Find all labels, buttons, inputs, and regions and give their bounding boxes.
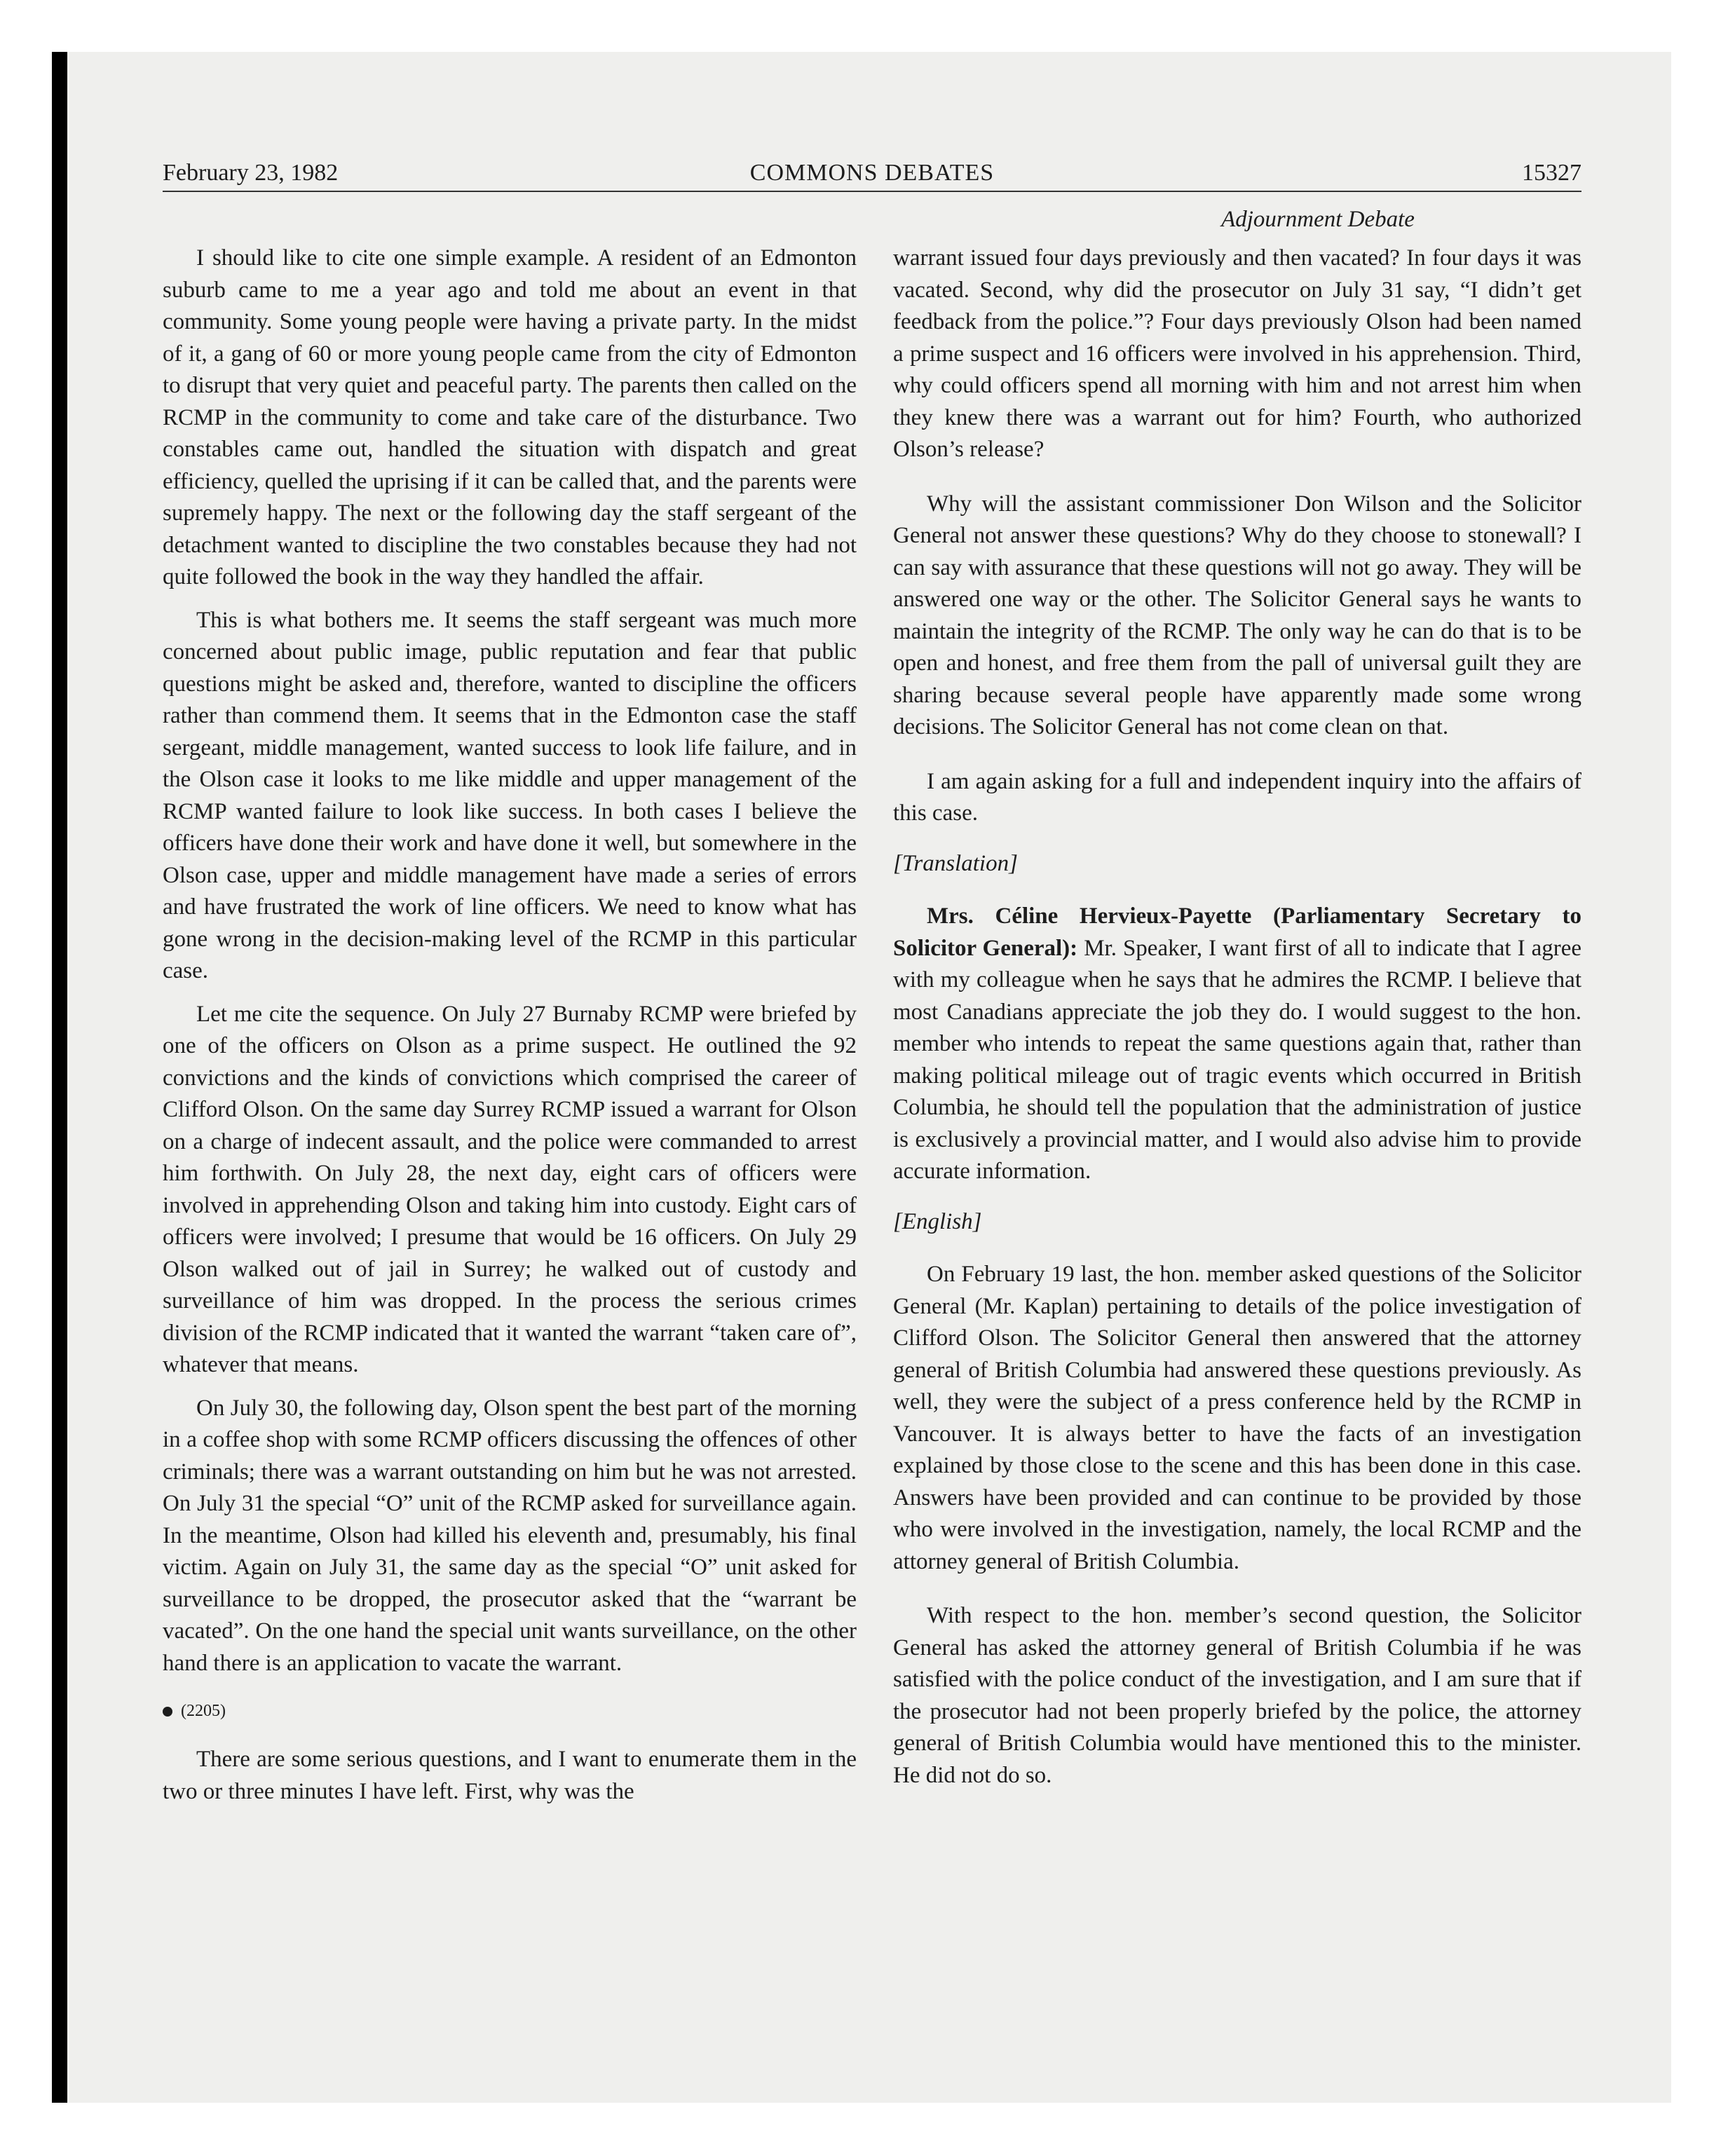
paragraph: On February 19 last, the hon. member asked questions of the Solicitor General (Mr. Kaplan) pertaining to details of the police investigation of Clifford Olson. The Solicitor General then answered that the attorney general of British Columbia had answered these questions previously. As well, they were the subject of a press conference held by the RCMP in Vancouver. It is always better to have the facts of an investigation explained by those close to the scene and this has been done in this case. Answers have been provided and can continue to be provided by those who were involved in the investigation, namely, the local RCMP and the attorney general of British Columbia.	[893, 1262, 1581, 1574]
section-title: Adjournment Debate	[1221, 207, 1415, 232]
scan-edge-shadow	[52, 52, 67, 2103]
time-marker	[163, 1699, 857, 1723]
paragraph: There are some serious questions, and I want to enumerate them in the two or three minutes I have left. First, why was the	[163, 1747, 857, 1804]
speaker-text: Mr. Speaker, I want first of all to indicate that I agree with my colleague when he says that he admires the RCMP. I believe that most Canadians appreciate the job they do. I would suggest to the hon. member who intends to repeat the same questions again that, rather than making political mileage out of tragic events which occurred in British Columbia, he should tell the population that the administration of justice is exclusively a provincial matter, and I would also advise him to provide accurate information.	[893, 935, 1582, 1184]
paragraph: This is what bothers me. It seems the staff sergeant was much more concerned about public image, public reputation and fear that public questions might be asked and, therefore, wanted to discipline the officers rather than commend them. It seems that in the Edmonton case the staff sergeant, middle management, wanted success to look life failure, and in the Olson case it looks to me like middle and upper management of the RCMP wanted failure to look like success. In both cases I believe the officers have done their work and have done it well, but somewhere in the Olson case, upper and middle management have made a series of errors and have frustrated the work of line officers. We need to know what has gone wrong in the decision-making level of the RCMP in this particular case.	[163, 607, 857, 983]
publication-title: COMMONS DEBATES	[749, 160, 995, 186]
translation-tag: [Translation]	[893, 850, 1018, 876]
running-header	[163, 156, 1581, 191]
paragraph: Why will the assistant commissioner Don Wilson and the Solicitor General not answer these questions? Why do they choose to stonewall? I can say with assurance that these questions will not go away. They will be answered one way or the other. The Solicitor General says he wants to maintain the integrity of the RCMP. The only way he can do that is to be open and honest, and free them from the pall of universal guilt they are sharing because several people have apparently made some wrong decisions. The Solicitor General has not come clean on that.	[893, 491, 1581, 739]
header-rule	[163, 191, 1581, 192]
time-marker-text: (2205)	[181, 1702, 226, 1720]
speaker-name: Mrs. Céline Hervieux-Payette (Parliamentary Secretary to Solicitor General):	[893, 903, 1581, 961]
page-number: 15327	[1522, 160, 1581, 186]
header-date: February 23, 1982	[163, 160, 339, 186]
document-page	[163, 156, 1581, 2076]
left-column	[163, 243, 857, 1819]
right-column	[893, 243, 1581, 1803]
english-tag: [English]	[893, 1208, 982, 1234]
paragraph: Let me cite the sequence. On July 27 Burnaby RCMP were briefed by one of the officers on Olson as a prime suspect. He outlined the 92 convictions and the kinds of convictions which comprised the career of Clifford Olson. On the same day Surrey RCMP issued a warrant for Olson on a charge of indecent assault, and the police were commanded to arrest him forthwith. On July 28, the next day, eight cars of officers were involved in apprehending Olson and taking him into custody. Eight cars of officers were involved; I presume that would be 16 officers. On July 29 Olson walked out of jail in Surrey; he walked out of custody and surveillance of him was dropped. In the process the serious crimes division of the RCMP indicated that it wanted the warrant “taken care of”, whatever that means.	[163, 1001, 857, 1377]
paragraph: I should like to cite one simple example. A resident of an Edmonton suburb came to me a year ago and told me about an event in that community. Some young people were having a private party. In the midst of it, a gang of 60 or more young people came from the city of Edmonton to disrupt that very quiet and peaceful party. The parents then called on the RCMP in the community to come and take care of the disturbance. Two constables came out, handled the situation with dispatch and great efficiency, quelled the uprising if it can be called that, and the parents were supremely happy. The next or the following day the staff sergeant of the detachment wanted to discipline the two constables because they had not quite followed the book in the way they handled the affair.	[163, 245, 857, 589]
paragraph: I am again asking for a full and independent inquiry into the affairs of this case.	[893, 768, 1581, 826]
paragraph: With respect to the hon. member’s second question, the Solicitor General has asked the attorney general of British Columbia if he was satisfied with the police conduct of the investigation, and I am sure that if the prosecutor had not been properly briefed by the police, the attorney general of British Columbia would have mentioned this to the minister. He did not do so.	[893, 1603, 1581, 1788]
speaker-paragraph	[893, 901, 1581, 1188]
paragraph: warrant issued four days previously and then vacated? In four days it was vacated. Second, why did the prosecutor on July 31 say, “I didn’t get feedback from the police.”? Four days previously Olson had been named a prime suspect and 16 officers were involved in his apprehension. Third, why could officers spend all morning with him and not arrest him when they knew there was a warrant out for him? Fourth, who authorized Olson’s release?	[893, 245, 1581, 462]
bullet-icon	[163, 1707, 172, 1717]
paragraph: On July 30, the following day, Olson spent the best part of the morning in a coffee shop with some RCMP officers discussing the offences of other criminals; there was a warrant outstanding on him but he was not arrested. On July 31 the special “O” unit of the RCMP asked for surveillance again. In the meantime, Olson had killed his eleventh and, presumably, his final victim. Again on July 31, the same day as the special “O” unit asked for surveillance to be dropped, the prosecutor asked that the “warrant be vacated”. On the one hand the special unit wants surveillance, on the other hand there is an application to vacate the warrant.	[163, 1395, 857, 1676]
